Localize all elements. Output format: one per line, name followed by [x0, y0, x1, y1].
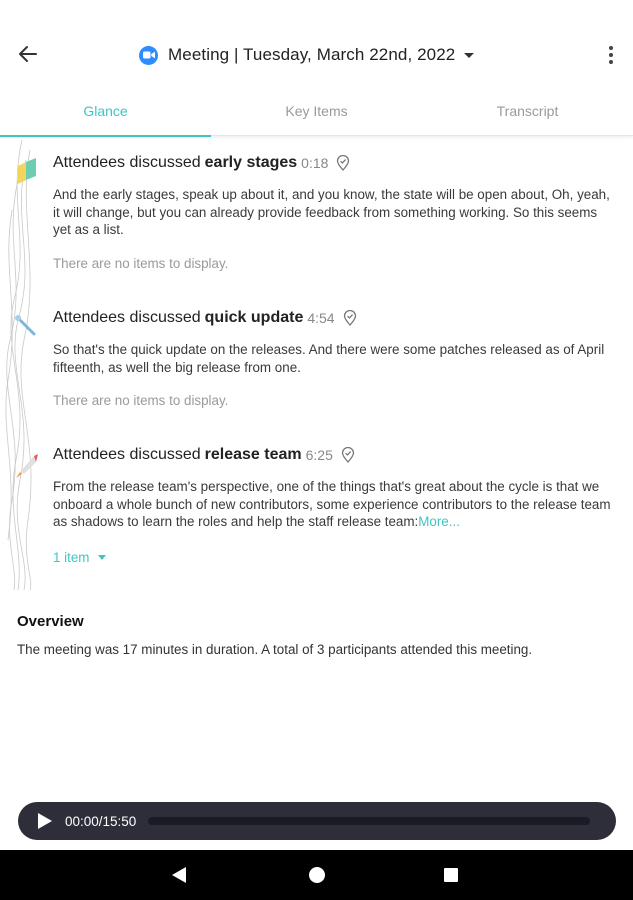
section-header	[53, 306, 618, 330]
more-vert-icon	[609, 46, 613, 50]
tab-key-items[interactable]: Key Items	[285, 103, 348, 119]
timestamp-link[interactable]: 0:18	[301, 155, 329, 171]
arrow-left-icon	[18, 44, 38, 64]
section-topic: early stages	[204, 154, 298, 171]
pin-tool-icon	[15, 315, 34, 334]
location-pin-icon[interactable]	[336, 155, 350, 171]
no-items-text: There are no items to display.	[53, 393, 229, 408]
playback-time: 00:00/15:50	[65, 813, 137, 829]
section-topic: release team	[204, 446, 302, 463]
seek-bar[interactable]	[148, 817, 590, 825]
caret-down-icon	[464, 53, 474, 58]
rocket-icon	[16, 454, 38, 478]
play-icon	[37, 812, 53, 830]
overview-title: Overview	[17, 613, 84, 630]
audio-player	[18, 802, 616, 840]
section-body	[53, 478, 618, 531]
timestamp-link[interactable]: 4:54	[307, 310, 335, 326]
section-body-text: From the release team's perspective, one of the things that's great about the cycle is that we onboard a whole bunch of new contributors, some experience contributors to the release team as shadows to learn the roles and help the staff release team:	[53, 479, 611, 529]
tab-bar	[0, 86, 633, 136]
section-body: And the early stages, speak up about it, and you know, the state will be open about, Oh, yeah, it will change, but you can already provide feedback from something working. So this seems yet as a list.	[53, 187, 610, 237]
section-prefix: Attendees discussed	[53, 446, 201, 463]
nav-back-icon[interactable]	[172, 867, 186, 883]
section-prefix: Attendees discussed	[53, 154, 201, 171]
more-link[interactable]: More...	[418, 514, 460, 529]
section-header	[53, 151, 618, 175]
items-count: 1 item	[53, 549, 90, 565]
page-title: Meeting | Tuesday, March 22nd, 2022	[168, 45, 456, 64]
back-button[interactable]	[14, 40, 42, 68]
items-dropdown[interactable]	[53, 550, 106, 565]
play-button[interactable]	[37, 812, 53, 830]
app-bar	[0, 0, 633, 86]
overview-section	[17, 613, 617, 657]
timestamp-link[interactable]: 6:25	[305, 447, 333, 463]
location-pin-icon[interactable]	[341, 447, 355, 463]
section-prefix: Attendees discussed	[53, 309, 201, 326]
location-pin-icon[interactable]	[343, 310, 357, 326]
nav-recents-icon[interactable]	[444, 868, 458, 882]
overview-text: The meeting was 17 minutes in duration. A total of 3 participants attended this meeting.	[17, 642, 533, 657]
meeting-title-dropdown[interactable]	[139, 40, 474, 70]
tab-transcript[interactable]: Transcript	[496, 103, 559, 119]
no-items-text: There are no items to display.	[53, 255, 229, 271]
caret-down-icon	[98, 555, 106, 560]
overflow-menu-button[interactable]	[601, 40, 621, 70]
system-nav-bar	[0, 850, 633, 900]
summary-section	[53, 151, 618, 271]
zoom-icon	[139, 46, 158, 65]
section-topic: quick update	[204, 309, 304, 326]
section-body: So that's the quick update on the releases. And there were some patches released as of April fifteenth, as well the big release from one.	[53, 342, 605, 375]
nav-home-icon[interactable]	[309, 867, 325, 883]
book-icon	[18, 158, 36, 184]
section-header	[53, 443, 618, 467]
tab-glance[interactable]: Glance	[0, 86, 211, 136]
summary-section	[53, 306, 618, 408]
timeline-decoration	[0, 140, 52, 590]
summary-section	[53, 443, 618, 565]
